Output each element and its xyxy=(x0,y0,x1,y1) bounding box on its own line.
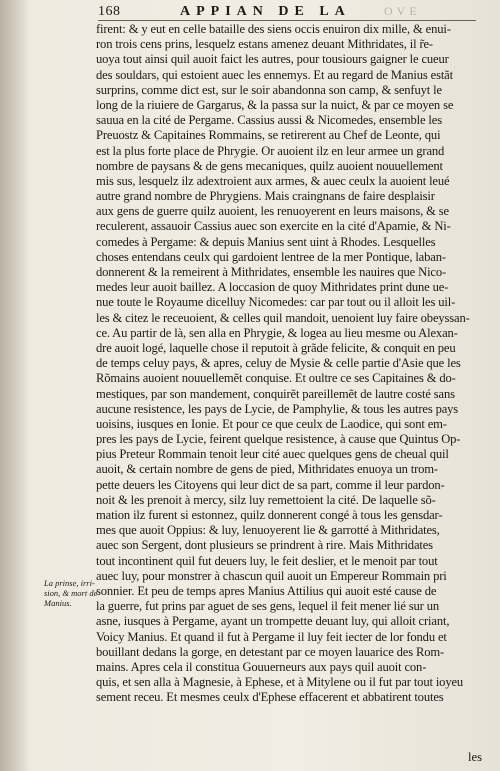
catchword: les xyxy=(468,750,482,764)
text-line: nombre de paysans & de gens mecaniques, quilz auoient nouuellement xyxy=(96,158,443,173)
text-line: noit & les prenoit à mercy, silz luy remettoient la cité. De laquelle sõ- xyxy=(96,492,436,507)
text-line: ron trois cens prins, lesquelz estans amenez deuant Mithridates, il r̃e- xyxy=(96,37,433,52)
text-line: mis sus, lesquelz ilz adextroient aux armes, & auec ceulx la auoient leué xyxy=(96,173,450,188)
bleed-through-text: OVE xyxy=(384,4,421,18)
header-rule xyxy=(98,20,476,21)
text-line: sement receu. Et mesmes ceulx d'Ephese effacerent et abbatirent toutes xyxy=(96,690,444,705)
text-line: auec son Sergent, dont plusieurs se prindrent à rire. Mais Mithridates xyxy=(96,538,433,553)
text-line: tout incontinent quil fut deuers luy, le feit deslier, et le menoit par tout xyxy=(96,553,438,568)
text-line: Preuostz & Capitaines Rommains, se retirerent au Chef de Leonte, qui xyxy=(96,128,441,143)
text-line: asne, iusques à Pergame, ayant un trompette deuant luy, qui alloit criant, xyxy=(96,614,450,629)
text-line: Rõmains auoient nouuellemẽt conquise. Et oultre ce ses Capitaines & do- xyxy=(96,371,456,386)
text-line: auec luy, pour monstrer à chascun quil auoit un Empereur Rommain pri xyxy=(96,568,447,583)
text-line: choses entendans ceulx qui gardoient lentree de la mer Pontique, laban- xyxy=(96,249,446,264)
text-line: donnerent & la remeirent à Mithridates, ensemble les nauires que Nico- xyxy=(96,265,447,279)
text-line: auoit, & certain nombre de gens de pied, Mithridates enuoya un trom- xyxy=(96,462,438,477)
text-line: reculerent, assauoir Cassius auec son exercite en la cité d'Apamie, & Ni- xyxy=(96,219,451,234)
text-line: mation ilz furent si estonnez, quilz donnerent congé à tous les gensdar- xyxy=(96,508,443,522)
margin-note-line: La prinse, irri- xyxy=(44,578,95,588)
text-line: des souldars, qui estoient auec les ennemys. Et au regard de Manius estãt xyxy=(96,67,453,82)
page-number: 168 xyxy=(98,4,121,19)
text-line: quis, et sen alla à Magnesie, à Ephese, et à Mitylene ou il fut par tout ioyeu xyxy=(96,675,464,690)
text-line: surprins, comme dict est, sur le soir abandonna son camp, & senfuyt le xyxy=(96,82,442,97)
text-line: medes leur auoit baillez. A loccasion de quoy Mithridates print dune ue- xyxy=(96,280,449,295)
text-line: la guerre, fut prins par aguet de ses gens, lequel il feit mener lié sur un xyxy=(96,599,440,614)
text-line: mes que auoit Oppius: & luy, lenuoyerent lie & garrotté à Mithridates, xyxy=(96,523,440,538)
text-line: Voicy Manius. Et quand il fut à Pergame il luy feit iecter de lor fondu et xyxy=(96,629,447,644)
text-line: pres les pays de Lycie, feirent quelque resistence, à cause que Quintus Op- xyxy=(96,432,461,447)
gutter-shadow xyxy=(0,0,30,771)
text-line: mestiques, par son mandement, conquirẽt pareillemẽt de lautre costé sans xyxy=(96,386,455,401)
text-line: ce. Au partir de là, sen alla en Phrygie, & logea au lieu mesme ou Alexan- xyxy=(96,325,458,340)
text-line: les & citez le receuoient, & celles quil mandoit, uenoient luy faire obeyssan- xyxy=(96,310,470,325)
text-line: mains. Apres cela il constitua Gouuerneurs aux pays quil auoit con- xyxy=(96,659,427,674)
text-line: nue toute le Royaume dicelluy Nicomedes: car par tout ou il alloit les uil- xyxy=(96,295,456,310)
text-line: pette deuers les Citoyens qui leur dict de sa part, comme il leur pardon- xyxy=(96,477,445,492)
text-line: aucune resistence, les pays de Lycie, de Pamphylie, & tous les autres pays xyxy=(96,401,459,416)
text-line: dre auoit logé, laquelle chose il reputoit à grãde felicite, & conquit en peu xyxy=(96,340,456,355)
margin-note xyxy=(44,578,98,608)
margin-note-line: Manius. xyxy=(44,598,72,608)
text-line: est la plus forte place de Phrygie. Or auoient ilz en leur armee un grand xyxy=(96,143,445,158)
text-line: long de la riuiere de Gargarus, & la passa sur la nuict, & par ce moyen se xyxy=(96,97,454,112)
text-line: comedes à Pergame: & depuis Manius sent uint à Rhodes. Lesquelles xyxy=(96,234,436,249)
text-line: sonnier. Et peu de temps apres Manius Attilius qui auoit esté cause de xyxy=(96,583,437,598)
margin-note-line: sion, & mort de xyxy=(44,588,98,598)
text-line: aux gens de guerre quilz auoient, les renuoyerent en leurs maisons, & se xyxy=(96,204,449,219)
text-line: pius Preteur Rommain tenoit leur cité auec quelques gens de cheual quil xyxy=(96,447,449,462)
text-line: uoisins, iusques en Ionie. Et pour ce que ceulx de Laodice, qui sont em- xyxy=(96,416,447,431)
text-line: autre grand nombre de Phrygiens. Mais craingnans de faire desplaisir xyxy=(96,189,435,204)
body-text xyxy=(96,22,480,705)
text-line: firent: & y eut en celle bataille des siens occis enuiron dix mille, & enui- xyxy=(96,22,451,36)
text-line: de temps celuy pays, & apres, celuy de Mysie & celle partie d'Asie que les xyxy=(96,356,461,371)
text-line: uoya tout ainsi quil auoit faict les autres, pour tousiours gaigner le cueur xyxy=(96,52,449,67)
text-line: bouillant dedans la gorge, en detestant par ce moyen lauarice des Rom- xyxy=(96,644,445,659)
text-line: sauua en la cité de Pergame. Cassius aussi & Nicomedes, ensemble les xyxy=(96,113,442,128)
running-head: APPIAN DE LA xyxy=(180,4,351,19)
